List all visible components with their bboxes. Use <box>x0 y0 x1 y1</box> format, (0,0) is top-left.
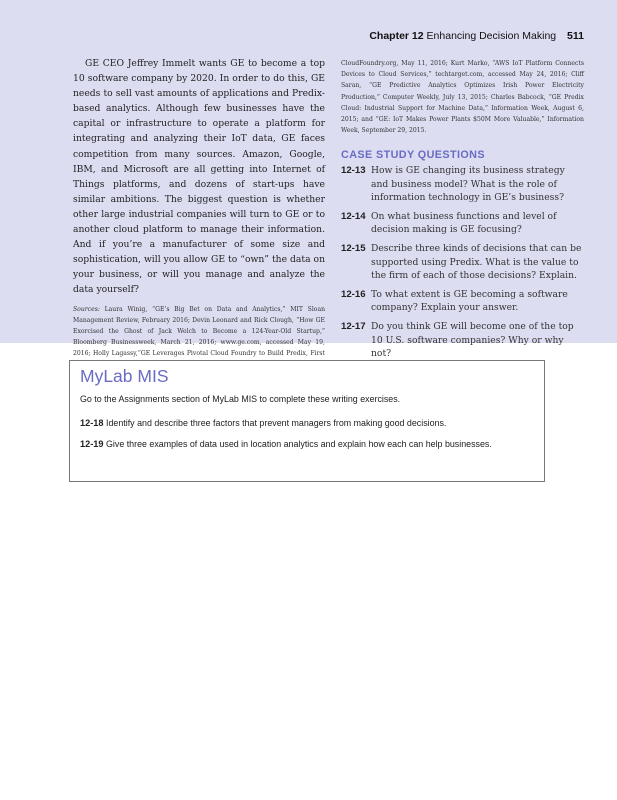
mylab-intro: Go to the Assignments section of MyLab MIS to complete these writing exercises. <box>80 394 401 404</box>
chapter-label: Chapter 12 <box>369 30 424 42</box>
sources-text-left: Laura Winig, “GE’s Big Bet on Data and Analytics,” MIT Sloan Management Review, February 2016; Devin Leonard and Rick Clough, “How GE Exorcised the Ghost of Jack Welch to Become a 124-Year-Old Startup,” Bloomberg Businessweek, March 21, 2016; www.ge.com, accessed May 19, 2016; Holly Lagassy,“GE Leverages Pivotal Cloud Foundry to Build Predix, First <box>73 305 325 357</box>
case-question <box>341 320 584 360</box>
mylab-question <box>80 417 500 429</box>
case-question <box>341 242 584 282</box>
mylab-exercise-box <box>69 360 545 482</box>
body-paragraph: GE CEO Jeffrey Immelt wants GE to become a top 10 software company by 2020. In order to do this, GE needs to sell vast amounts of applications and Predix-based analytics. Although few businesses have the capital or infrastructure to operate a platform for integrating and analyzing their IoT data, GE faces competition from many sources. Amazon, Google, IBM, and Microsoft are all getting into Internet of Things platforms, and dozens of start-ups have similar ambitions. The biggest question is whether other large industrial companies will turn to GE or to another cloud platform to manage their information. And if you’re a manufacturer of some size and sophistication, will you allow GE to “own” the data on your business, or will you manage and analyze the data yourself? <box>73 58 325 296</box>
left-column <box>73 56 325 370</box>
page-number: 511 <box>567 30 584 42</box>
case-question <box>341 210 584 236</box>
question-number: 12-13 <box>341 165 366 177</box>
chapter-title: Enhancing Decision Making <box>426 30 557 42</box>
case-question <box>341 164 584 204</box>
question-text: Do you think GE will become one of the top 10 U.S. software companies? Why or why not? <box>371 321 574 359</box>
running-header <box>369 30 584 42</box>
question-number: 12-16 <box>341 289 366 301</box>
question-text: Identify and describe three factors that prevent managers from making good decisions. <box>106 418 447 428</box>
question-text: On what business functions and level of decision making is GE focusing? <box>371 211 557 236</box>
question-number: 12-15 <box>341 243 366 255</box>
case-study-questions-title: CASE STUDY QUESTIONS <box>341 149 485 162</box>
question-text: To what extent is GE becoming a software company? Explain your answer. <box>371 289 568 314</box>
question-number: 12-19 <box>80 439 104 449</box>
question-text: Describe three kinds of decisions that can be supported using Predix. What is the value to the firm of each of those decisions? Explain. <box>371 243 582 281</box>
sources-label: Sources: <box>73 305 100 313</box>
question-text: Give three examples of data used in location analytics and explain how each can help businesses. <box>106 439 492 449</box>
question-number: 12-17 <box>341 321 366 333</box>
mylab-question <box>80 438 500 450</box>
question-number: 12-14 <box>341 211 366 223</box>
right-column <box>341 58 584 360</box>
case-question <box>341 288 584 314</box>
question-number: 12-18 <box>80 418 104 428</box>
sources-text-right: CloudFoundry.org, May 11, 2016; Kurt Marko, “AWS IoT Platform Connects Devices to Cloud Services,” techtarget.com, accessed May 24, 2016; Cliff Saran, “GE Predictive Analytics Optimizes Irish Power Electricity Production,” Computer Weekly, July 13, 2015; Charles Babcock, “GE Predix Cloud: Industrial Support for Machine Data,” Information Week, August 6, 2015; and “GE: IoT Makes Power Plants $50M More Valuable,” Information Week, September 29, 2015. <box>341 60 584 135</box>
mylab-title: MyLab MIS <box>80 366 169 386</box>
question-text: How is GE changing its business strategy and business model? What is the role of information technology in GE’s business? <box>371 165 565 203</box>
